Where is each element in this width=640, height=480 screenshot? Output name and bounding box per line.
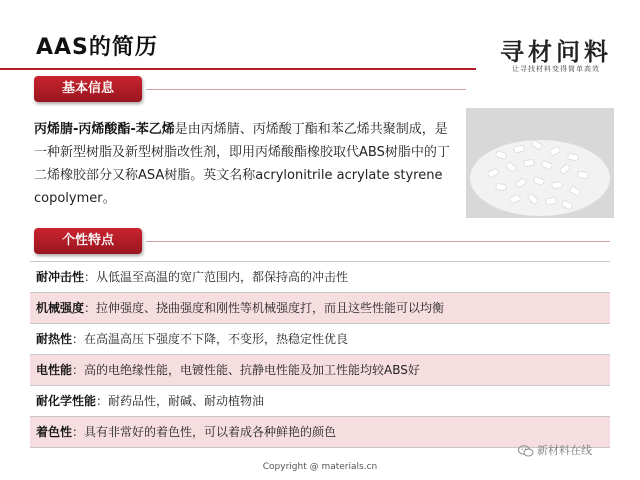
- logo-tagline: 让寻找材料变得简单高效: [512, 65, 600, 73]
- pellets-illustration: [466, 108, 614, 218]
- feature-row: [30, 355, 610, 386]
- title-divider: [0, 68, 476, 70]
- feature-row: [30, 386, 610, 417]
- page-title: AAS的简历: [36, 35, 158, 60]
- feature-row: [30, 324, 610, 355]
- feature-desc: ：拉伸强度、挠曲强度和刚性等机械强度打，而且这些性能可以均衡: [84, 301, 445, 315]
- feature-desc: ：在高温高压下强度不下降，不变形，热稳定性优良: [72, 332, 349, 346]
- feature-row: [30, 293, 610, 324]
- intro-text: 是由丙烯腈、丙烯酸丁酯和苯乙烯共聚制成，是一种新型树脂及新型树脂改性剂，即用丙烯酸酯橡胶取代ABS树脂中的丁二烯橡胶部分又称ASA树脂。英文名称acrylonitrile acrylate styrene copolymer。: [34, 122, 450, 206]
- wechat-badge: [518, 442, 592, 460]
- features-table: [30, 261, 610, 448]
- material-name: 丙烯腈-丙烯酸酯-苯乙烯: [34, 122, 175, 137]
- feature-desc: ：具有非常好的着色性，可以着成各种鲜艳的颜色: [72, 425, 337, 439]
- logo-text: 寻材问料: [500, 37, 612, 66]
- brand-logo: [492, 32, 620, 76]
- section-divider-basic: [146, 89, 466, 90]
- wechat-icon: [518, 445, 534, 457]
- feature-term: 着色性: [36, 425, 73, 439]
- section-divider-features: [146, 241, 610, 242]
- title-bar: [0, 18, 640, 73]
- feature-desc: ：耐药品性，耐碱、耐动植物油: [96, 394, 265, 408]
- copyright-footer: Copyright @ materials.cn: [262, 462, 378, 472]
- feature-row: [30, 262, 610, 293]
- feature-term: 机械强度: [36, 301, 85, 315]
- material-pellets-image: [466, 108, 614, 218]
- badge-text: 新材料在线: [537, 444, 592, 457]
- section-label-basic: 基本信息: [34, 76, 142, 102]
- feature-term: 电性能: [36, 363, 73, 377]
- feature-desc: ：高的电绝缘性能，电镀性能、抗静电性能及加工性能均较ABS好: [72, 363, 420, 377]
- feature-term: 耐热性: [36, 332, 73, 346]
- section-label-features: 个性特点: [34, 228, 142, 254]
- feature-term: 耐冲击性: [36, 270, 85, 284]
- feature-term: 耐化学性能: [36, 394, 97, 408]
- intro-paragraph: [34, 118, 454, 210]
- feature-desc: ：从低温至高温的宽广范围内，都保持高的冲击性: [84, 270, 349, 284]
